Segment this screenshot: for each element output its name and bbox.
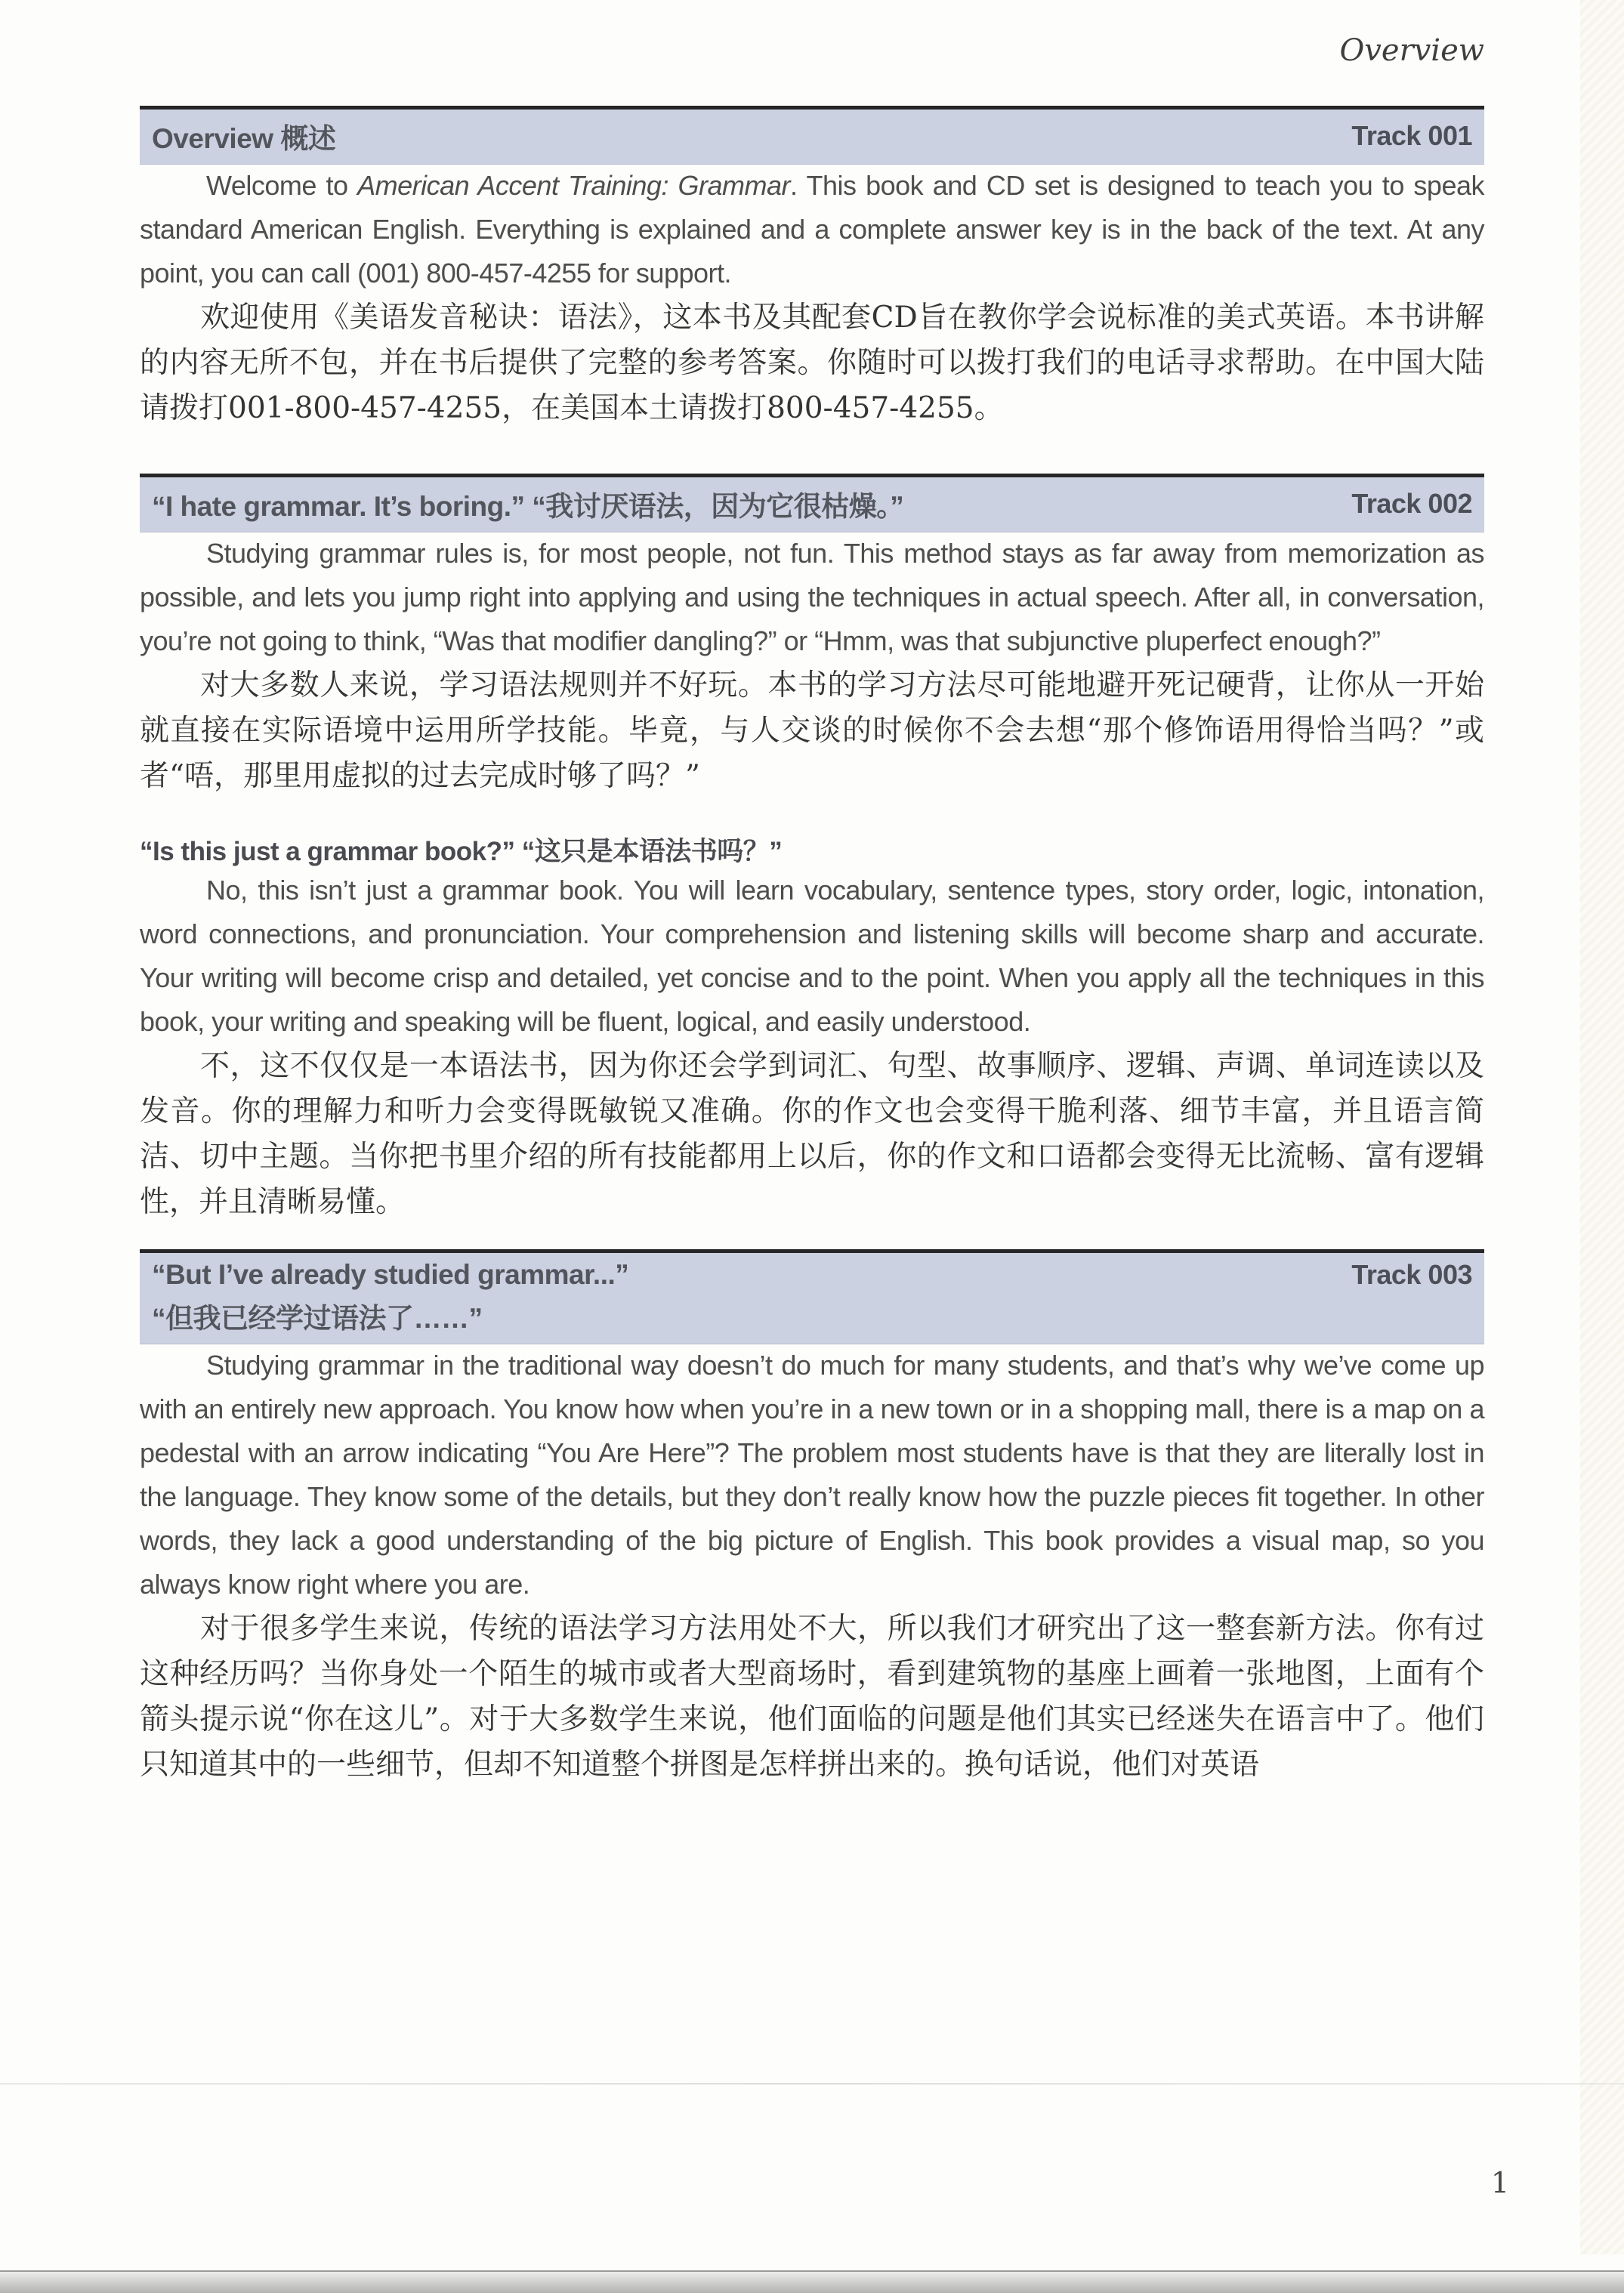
paragraph-chinese: 对于很多学生来说，传统的语法学习方法用处不大，所以我们才研究出了这一整套新方法。你有过这种经历吗？当你身处一个陌生的城市或者大型商场时，看到建筑物的基座上画着一张地图，上面有个箭头提示说“你在这儿”。对于大多数学生来说，他们面临的问题是他们其实已经迷失在语言中了。他们只知道其中的一些细节，但却不知道整个拼图是怎样拼出来的。换句话说，他们对英语 [140,1612,1484,1782]
paragraph-english: No, this isn’t just a grammar book. You will learn vocabulary, sentence types, story order, logic, intonation, word connections, and pronunciation. Your comprehension and listening skills will become sharp and accurate. Your writing will become crisp and detailed, yet concise and to the point. When you apply all the techniques in this book, your writing and speaking will be fluent, logical, and easily understood. [140,875,1484,1037]
page-number: 1 [1490,2166,1509,2199]
track-label: Track 003 [1351,1259,1472,1290]
section-header-hate-grammar [140,474,1484,532]
scan-artifact-line [0,2083,1624,2085]
section-hate-grammar [140,474,1484,1225]
section-title-chinese: “但我已经学过语法了……” [152,1303,483,1334]
running-head: Overview [1339,33,1484,68]
track-label: Track 002 [1351,488,1472,519]
paragraph-chinese: 对大多数人来说，学习语法规则并不好玩。本书的学习方法尽可能地避开死记硬背，让你从一开始就直接在实际语境中运用所学技能。毕竟，与人交谈的时候你不会去想“那个修饰语用得恰当吗？”或者“唔，那里用虚拟的过去完成时够了吗？” [140,668,1484,793]
paragraph-chinese: 不，这不仅仅是一本语法书，因为你还会学到词汇、句型、故事顺序、逻辑、声调、单词连读以及发音。你的理解力和听力会变得既敏锐又准确。你的作文也会变得干脆利落、细节丰富，并且语言简洁、切中主题。当你把书里介绍的所有技能都用上以后，你的作文和口语都会变得无比流畅、富有逻辑性，并且清晰易懂。 [140,1049,1484,1219]
book-page-column [140,0,1484,1788]
text-run: . This book and CD set is designed to teach you to speak standard American English. Everything is explained and a complete answer key is in the back of the text. At any point, you can call (001) 800-457-4255 for support. [140,170,1484,289]
section-title: Overview 概述 [152,123,336,154]
section-header-already-studied [140,1249,1484,1344]
section-already-studied [140,1249,1484,1788]
section-overview [140,106,1484,431]
section-header-overview [140,106,1484,164]
scan-edge-texture [1580,0,1624,2254]
section-title [152,1259,628,1336]
text-run: Welcome to [206,170,358,201]
book-title-italic: American Accent Training: Grammar [357,170,791,201]
paragraph-english [140,164,1484,295]
section-title: “I hate grammar. It’s boring.” “我讨厌语法，因为它很枯燥。” [152,491,904,522]
paragraph-chinese: 欢迎使用《美语发音秘诀：语法》，这本书及其配套CD旨在教你学会说标准的美式英语。本书讲解的内容无所不包，并在书后提供了完整的参考答案。你随时可以拨打我们的电话寻求帮助。在中国大陆请拨打001-800-457-4255，在美国本土请拨打800-457-4255。 [140,301,1484,425]
section-title-english: “But I’ve already studied grammar...” [152,1259,629,1290]
track-label: Track 001 [1351,120,1472,151]
paragraph-english: Studying grammar rules is, for most people, not fun. This method stays as far away from memorization as possible, and lets you jump right into applying and using the techniques in actual speech. After all, in conversation, you’re not going to think, “Was that modifier dangling?” or “Hmm, was that subjunctive pluperfect enough?” [140,538,1484,656]
scan-bottom-band [0,2270,1624,2293]
subheading-just-grammar-book: “Is this just a grammar book?” “这只是本语法书吗？” [140,837,783,866]
paragraph-english: Studying grammar in the traditional way doesn’t do much for many students, and that’s why we’ve come up with an entirely new approach. You know how when you’re in a new town or in a shopping mall, there is a map on a pedestal with an arrow indicating “You Are Here”? The problem most students have is that they are literally lost in the language. They know some of the details, but they don’t really know how the puzzle pieces fit together. In other words, they lack a good understanding of the big picture of English. This book provides a visual map, so you always know right where you are. [140,1350,1484,1600]
